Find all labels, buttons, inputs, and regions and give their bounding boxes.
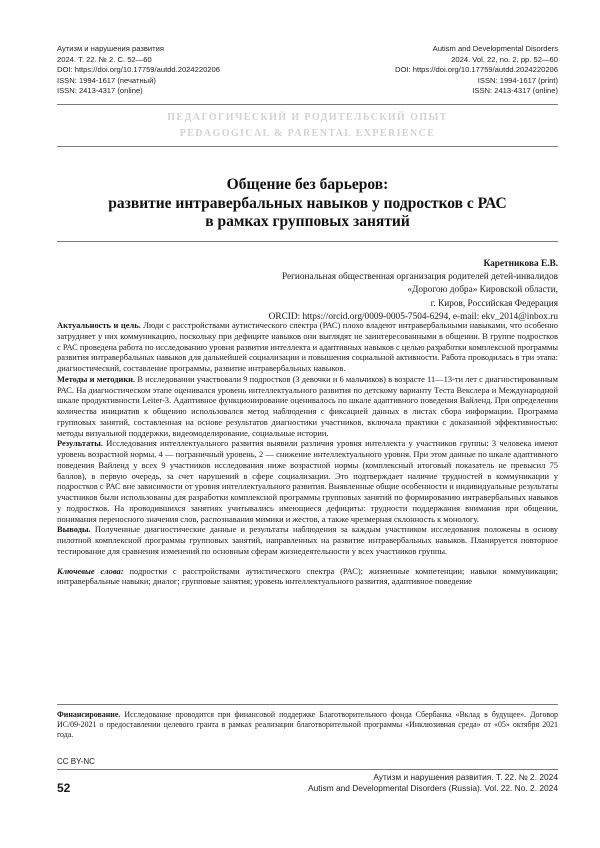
header-left-line: 2024. Т. 22. № 2. С. 52—60 (57, 54, 152, 64)
funding-label: Финансирование. (57, 710, 121, 719)
orcid-email: ORCID: https://orcid.org/0009-0005-7504-6294, e-mail: ekv_2014@inbox.ru (268, 311, 558, 322)
abstract-text: Полученные диагностические данные и результаты наблюдения за каждым участником исследования положены в основу пилотной комплексной программы групповых занятий, направленных на развитие интравербальных навыков. Планируется повторное тестирование для сравнения изменений по основным сферам жизнедеятельности у всех участников группы. (57, 524, 558, 556)
abstract-conclusions (57, 524, 558, 556)
journal-header-left (57, 44, 220, 97)
funding-divider (57, 704, 558, 705)
section-heading-ru: ПЕДАГОГИЧЕСКИЙ И РОДИТЕЛЬСКИЙ ОПЫТ (167, 112, 448, 123)
abstract (57, 320, 558, 587)
header-left-line: Аутизм и нарушения развития (57, 44, 164, 53)
title-divider (57, 241, 558, 242)
affiliation-line: «Дорогою добра» Кировской области, (407, 285, 558, 296)
section-heading-en: PEDAGOGICAL & PARENTAL EXPERIENCE (179, 128, 436, 139)
footer-line: Autism and Developmental Disorders (Russia). Vol. 22. No. 2. 2024 (308, 783, 558, 793)
title-line: Общение без барьеров: (226, 176, 389, 193)
abstract-label: Актуальность и цель. (57, 320, 141, 330)
section-divider (57, 146, 558, 147)
header-left-line: DOI: https://doi.org/10.17759/autdd.2024220206 (57, 65, 220, 75)
header-divider (57, 104, 558, 105)
abstract-label: Методы и методики. (57, 373, 136, 384)
header-left-line: ISSN: 1994-1617 (печатный) (57, 75, 156, 85)
header-right-line: 2024. Vol. 22, no. 2, pp. 52—60 (451, 54, 558, 64)
funding-note (57, 710, 558, 740)
page-number: 52 (57, 781, 71, 795)
abstract-text: В исследовании участвовали 9 подростков (3 девочки и 6 мальчиков) в возрасте 11—13-ти лет с диагностированным РАС. На диагностическом этапе оценивался уровень интеллектуального развития по детскому варианту Теста Векслера и Международной шкале продуктивности Leiter-3. Адаптивное функционирование оценивалось по шкале адаптивного поведения Вайленд. При определении количества инициатив к общению использовался метод наблюдения с фиксацией данных в листах сбора информации. Программа групповых занятий, составленная на основе результатов диагностики участников, включала практики с доказанной эффективностью: методы визуальной поддержки, видеомоделирование, социальные истории. (57, 373, 558, 438)
license: CC BY-NC (57, 757, 95, 766)
abstract-results (57, 438, 558, 524)
article-title (57, 176, 558, 232)
footer-journal (308, 772, 558, 794)
keywords-label: Ключевые слова: (57, 565, 124, 576)
footer-divider (57, 769, 558, 770)
abstract-relevance (57, 320, 558, 374)
keywords-text: подростки с расстройствами аутистического спектра (РАС); жизненные компетенции; навыки коммуникации; интравербальные навыки; диалог; групповые занятия; уровень интеллектуального развития, адаптивное поведение (57, 565, 558, 587)
header-left-line: ISSN: 2413-4317 (online) (57, 86, 143, 96)
abstract-methods (57, 374, 558, 439)
title-line: в рамках групповых занятий (205, 213, 410, 230)
abstract-label: Результаты. (57, 438, 103, 449)
header-right-line: ISSN: 2413-4317 (online) (472, 86, 558, 96)
header-right-line: ISSN: 1994-1617 (print) (477, 75, 558, 85)
footer-line: Аутизм и нарушения развития. Т. 22. № 2. 2024 (373, 772, 558, 782)
abstract-text: Исследования интеллектуального развития выявили различия уровня интеллекта у участников группы: 3 человека имеют уровень возрастной нормы, 4 — пограничный уровень, 2 — снижение интеллектуального уровня. При этом данные по шкале адаптивного поведения Вайленд у всех 9 участников исследования ниже возрастной нормы (комплексный итоговый показатель не превысил 75 баллов), в первую очередь, за счет нарушений в сфере социализации. Это подтверждает наличие трудностей в коммуникации у подростков с РАС вне зависимости от уровня интеллектуального развития. Выявленные общие особенности и индивидуальные результаты участников были использованы для разработки комплексной программы групповых занятий по формированию интравербальных навыков у подростков. На проводившихся занятиях учитывались имеющиеся дефициты: трудности поддержания внимания при общении, понимания переносного значения слов, распознавания мимики и жестов, а также чрезмерная склонность к монологу. (57, 438, 558, 524)
affiliation-line: Региональная общественная организация родителей детей-инвалидов (281, 272, 558, 283)
abstract-label: Выводы. (57, 524, 91, 535)
title-line: развитие интравербальных навыков у подростков с РАС (108, 194, 507, 212)
journal-header-right (395, 44, 558, 97)
abstract-text: Люди с расстройствами аутистического спектра (РАС) плохо владеют интравербальными навыками, что особенно затрудняет у них коммуникацию, поскольку при дефиците навыков они выглядят не заинтересованными в общении. В группе подростков с РАС проведена работа по исследованию уровня развития интеллекта и адаптивных навыков с целью разработки комплексной программы развития интравербальных навыков для дальнейшей социализации и повышения социальной активности. Работа проводилась в три этапа: диагностический, составление программы, развитие интравербальных навыков. (57, 320, 558, 373)
keywords (57, 566, 558, 588)
affiliation-line: г. Киров, Российская Федерация (430, 298, 558, 309)
header-right-line: DOI: https://doi.org/10.17759/autdd.2024220206 (395, 65, 558, 75)
author-name: Каретникова Е.В. (483, 259, 558, 269)
funding-text: Исследование проводится при финансовой поддержке Благотворительного фонда Сбербанка «Вклад в будущее». Договор ИС/09-2021 о предоставлении целевого гранта в рамках реализации благотворительной программы «Инклюзивная среда» от «05» октября 2021 года. (57, 710, 558, 739)
author-block (269, 258, 558, 324)
header-right-line: Autism and Developmental Disorders (432, 44, 558, 53)
